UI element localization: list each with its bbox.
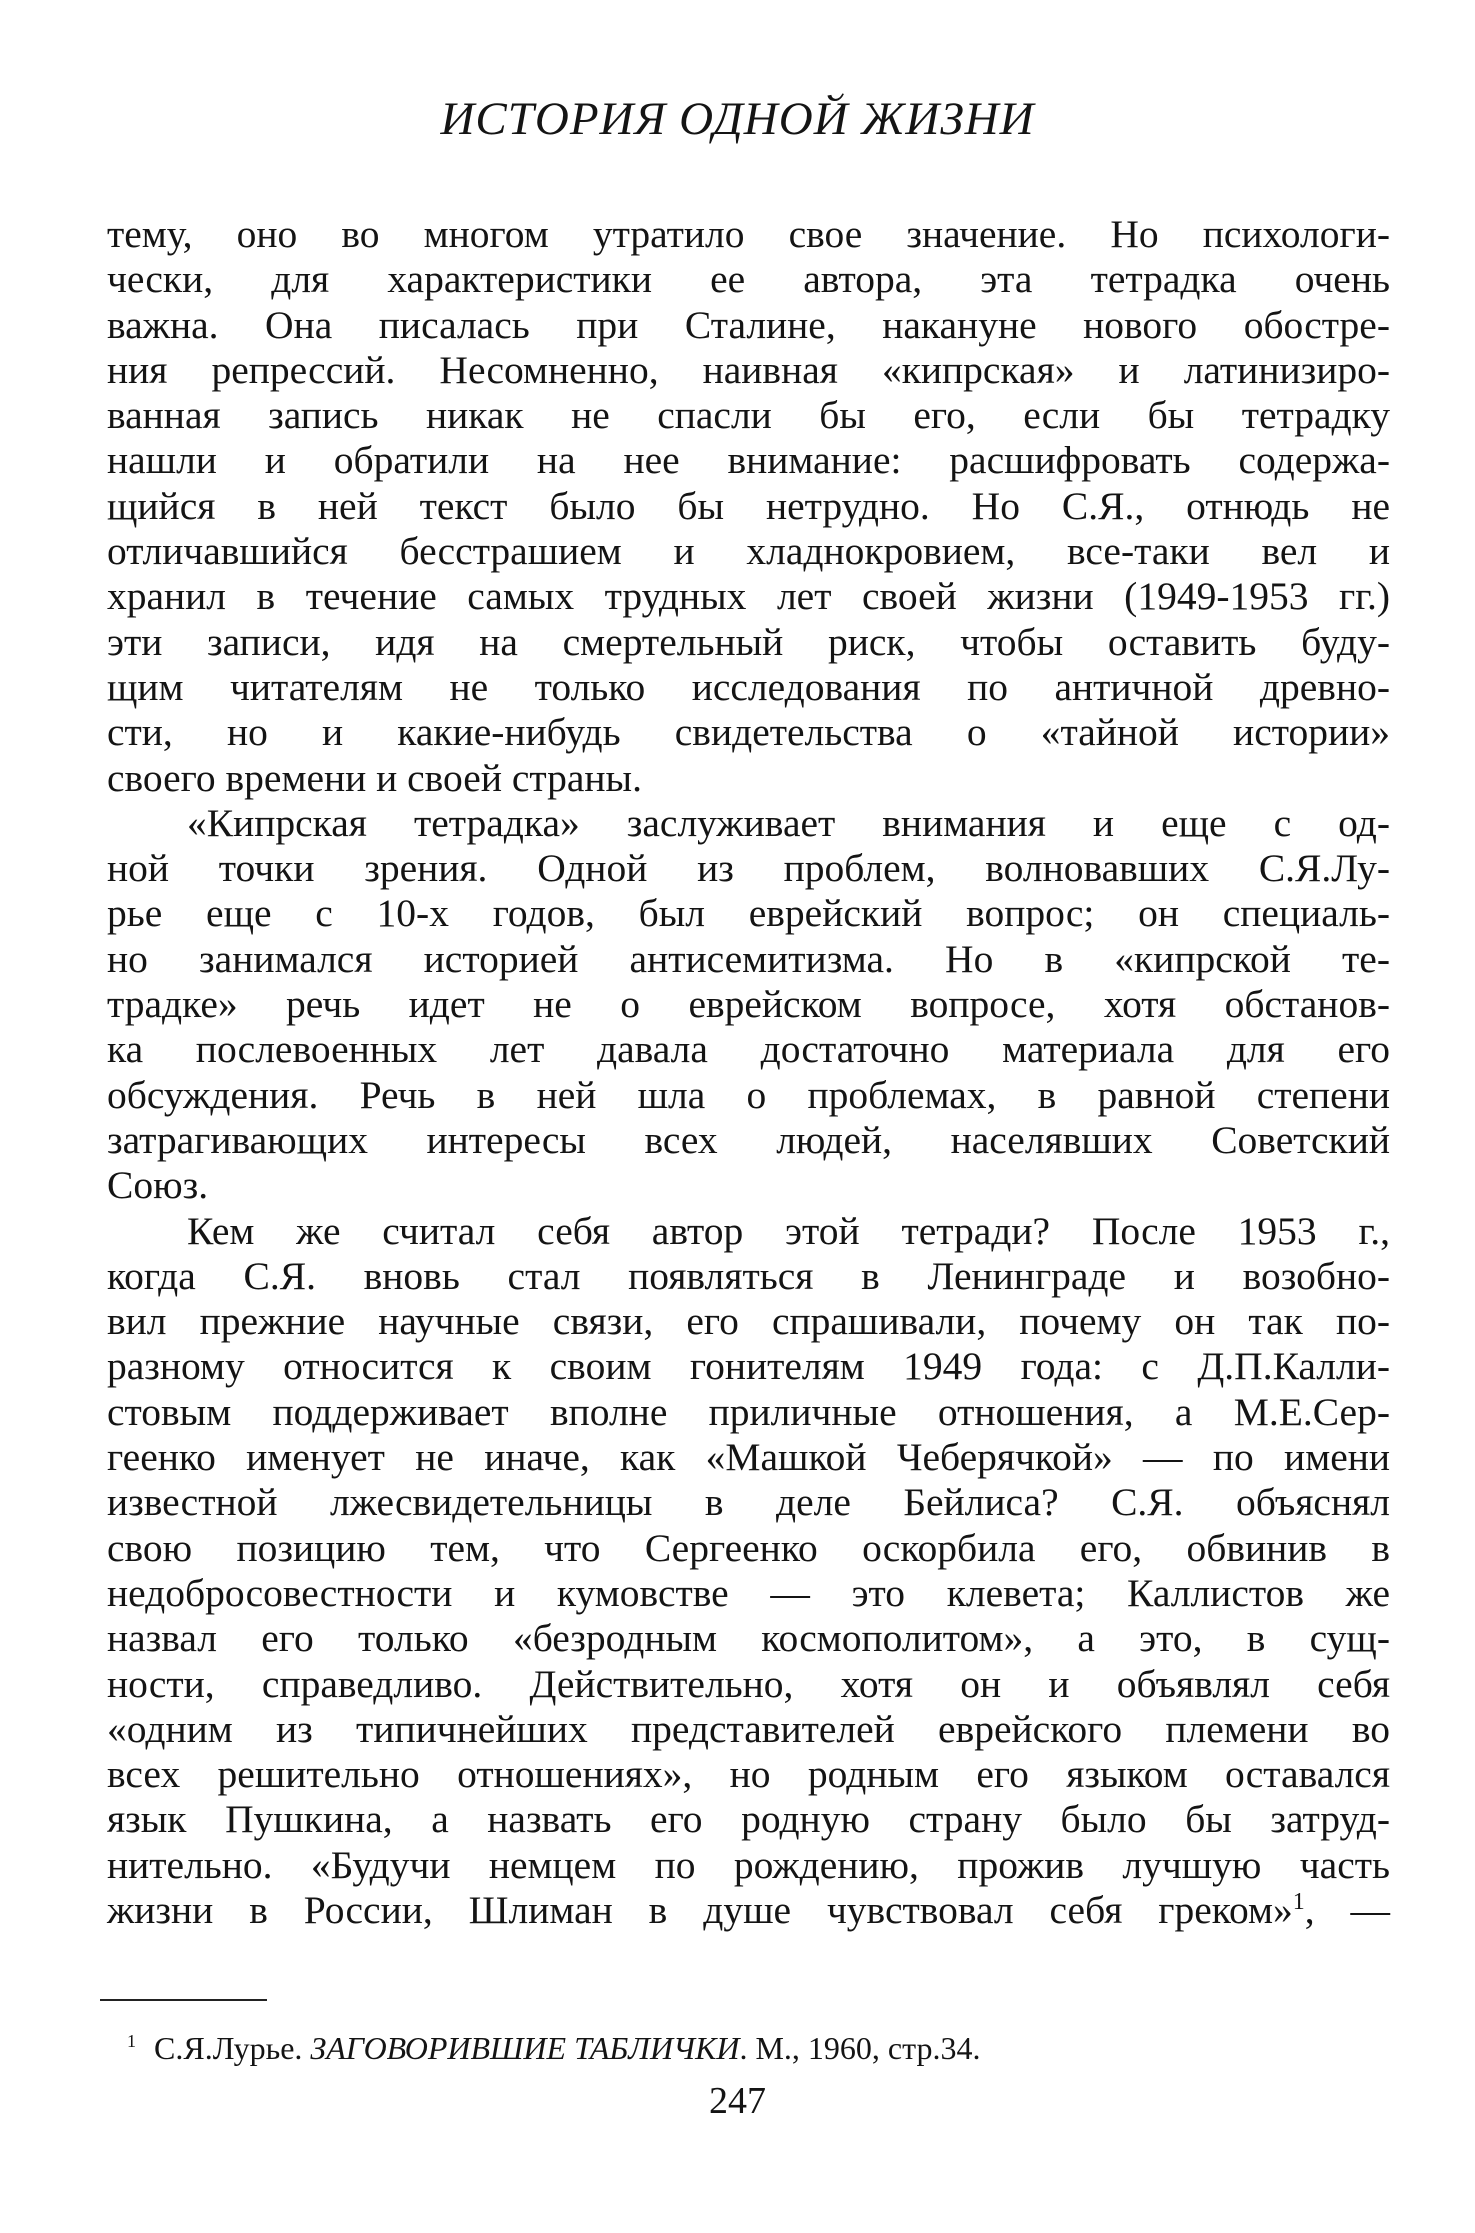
text-line: Союз. — [107, 1163, 209, 1208]
text-line: язык Пушкина, а назвать его родную страну было бы затруд- — [107, 1797, 1390, 1842]
text-line: обсуждения. Речь в ней шла о проблемах, в равной степени — [107, 1072, 1390, 1117]
text-line: щийся в ней текст было бы нетрудно. Но С.Я., отнюдь не — [107, 483, 1390, 528]
text-line: затрагивающих интересы всех людей, населявших Советский — [107, 1117, 1390, 1162]
page-number: 247 — [709, 2080, 766, 2122]
text-line: нительно. «Будучи немцем по рождению, прожив лучшую часть — [107, 1842, 1390, 1887]
text-line: стовым поддерживает вполне приличные отношения, а М.Е.Сер- — [107, 1389, 1390, 1434]
text-line: тему, оно во многом утратило свое значение. Но психологи- — [107, 212, 1390, 256]
footnote-title: ЗАГОВОРИВШИЕ ТАБЛИЧКИ — [310, 2030, 740, 2066]
text-line: своего времени и своей страны. — [107, 755, 642, 800]
text-line: эти записи, идя на смертельный риск, чтобы оставить буду- — [107, 619, 1390, 664]
text-line: ния репрессий. Несомненно, наивная «кипрская» и латинизиро- — [107, 347, 1390, 392]
text-line: известной лжесвидетельницы в деле Бейлиса? С.Я. объяснял — [107, 1480, 1390, 1525]
text-line: сти, но и какие-нибудь свидетельства о «тайной истории» — [107, 710, 1390, 755]
text-line: отличавшийся бесстрашием и хладнокровием, все-таки вел и — [107, 529, 1390, 574]
text-line-fragment: , — — [1304, 1887, 1390, 1932]
text-line: ванная запись никак не спасли бы его, если бы тетрадку — [107, 393, 1390, 438]
paragraph-3 — [107, 1209, 1390, 1934]
body-text — [107, 212, 1390, 1933]
text-line: но занимался историей антисемитизма. Но в «кипрской те- — [107, 936, 1390, 981]
paragraph-2 — [107, 801, 1390, 1209]
text-line: «Кипрская тетрадка» заслуживает внимания и еще с од- — [187, 800, 1390, 845]
text-line: рье еще с 10-х годов, был еврейский вопрос; он специаль- — [107, 891, 1390, 936]
text-line: вил прежние научные связи, его спрашивали, почему он так по- — [107, 1299, 1390, 1344]
text-line: чески, для характеристики ее автора, эта тетрадка очень — [107, 257, 1390, 302]
footnote-divider — [100, 1999, 267, 2001]
text-line: ности, справедливо. Действительно, хотя он и объявлял себя — [107, 1661, 1390, 1706]
text-line: ной точки зрения. Одной из проблем, волновавших С.Я.Лу- — [107, 846, 1390, 891]
text-line: недобросовестности и кумовстве — это клевета; Каллистов же — [107, 1570, 1390, 1615]
text-line-fragment: жизни в России, Шлиман в душе чувствовал себя греком» — [107, 1887, 1293, 1932]
text-line: Кем же считал себя автор этой тетради? После 1953 г., — [187, 1208, 1390, 1253]
text-line: геенко именует не иначе, как «Машкой Чеберячкой» — по имени — [107, 1435, 1390, 1480]
text-line: важна. Она писалась при Сталине, накануне нового обостре- — [107, 302, 1390, 347]
text-line: ка послевоенных лет давала достаточно материала для его — [107, 1027, 1390, 1072]
text-line: «одним из типичнейших представителей еврейского племени во — [107, 1706, 1390, 1751]
running-head: ИСТОРИЯ ОДНОЙ ЖИЗНИ — [440, 93, 1035, 145]
text-line: хранил в течение самых трудных лет своей жизни (1949-1953 гг.) — [107, 574, 1390, 619]
text-line-with-footnote — [107, 1888, 1390, 1933]
text-line: щим читателям не только исследования по античной древно- — [107, 664, 1390, 709]
text-line: свою позицию тем, что Сергеенко оскорбила его, обвинив в — [107, 1525, 1390, 1570]
footnote — [127, 2030, 980, 2067]
footnote-reference[interactable]: 1 — [1292, 1888, 1305, 1915]
footnote-author: С.Я.Лурье. — [154, 2030, 303, 2066]
paragraph-1 — [107, 212, 1390, 801]
text-line: нашли и обратили на нее внимание: расшифровать содержа- — [107, 438, 1390, 483]
text-line: когда С.Я. вновь стал появляться в Ленинграде и возобно- — [107, 1253, 1390, 1298]
text-line: всех решительно отношениях», но родным его языком оставался — [107, 1752, 1390, 1797]
text-line: традке» речь идет не о еврейском вопросе, хотя обстанов- — [107, 982, 1390, 1027]
footnote-mark: 1 — [127, 2031, 136, 2051]
text-line: назвал его только «безродным космополитом», а это, в сущ- — [107, 1616, 1390, 1661]
text-line: разному относится к своим гонителям 1949 года: с Д.П.Калли- — [107, 1344, 1390, 1389]
footnote-details: . М., 1960, стр.34. — [739, 2030, 981, 2066]
